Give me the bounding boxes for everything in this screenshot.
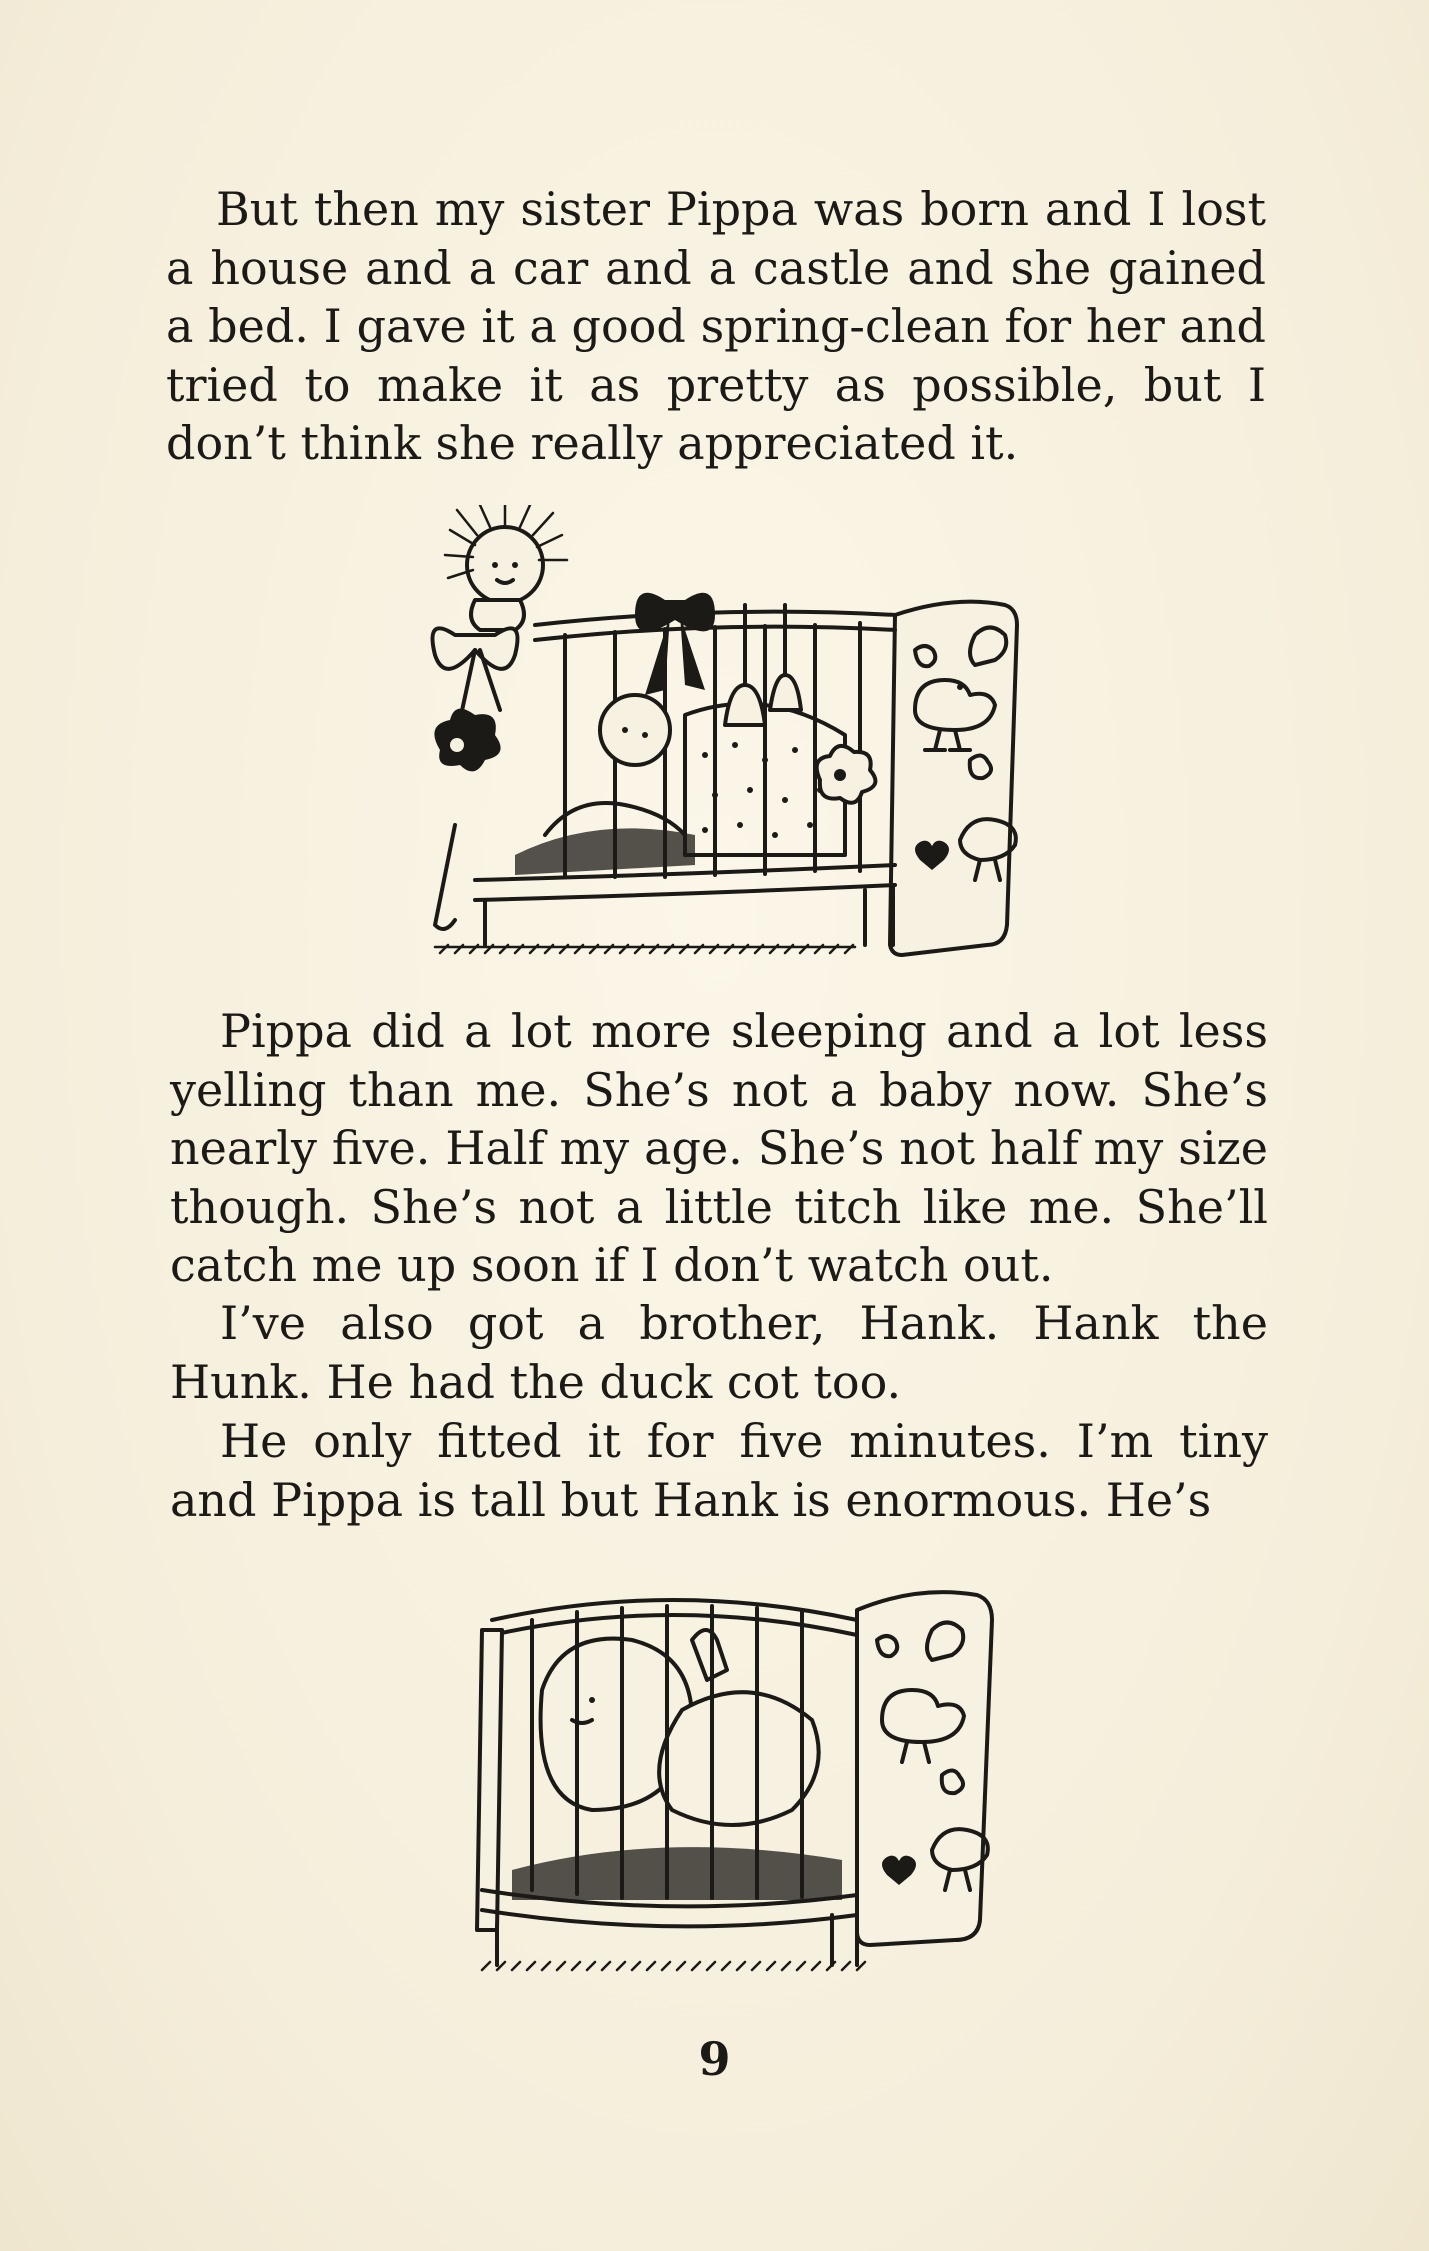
paragraph-2: Pippa did a lot more sleeping and a lot less yelling than me. She’s not a baby now. She’s nearly five. Half my age. She’s not half my size though. She’s not a little titch like me. She’ll catch me up soon if I don’t watch out. <box>170 1004 1268 1292</box>
spiky-haired-toddler <box>445 505 567 630</box>
page-number: 9 <box>698 2032 731 2086</box>
cot-end-panel <box>890 602 1017 955</box>
floor-hatching <box>482 1962 865 1970</box>
large-baby <box>512 1630 842 1900</box>
decorated-cot-illustration <box>415 505 1035 965</box>
floor-hatching <box>435 945 855 953</box>
paragraph-4: He only fitted it for five minutes. I’m tiny and Pippa is tall but Hank is enormous. He’s <box>170 1414 1268 1527</box>
paragraph-3: I’ve also got a brother, Hank. Hank the Hunk. He had the duck cot too. <box>170 1296 1268 1409</box>
crowded-cot-illustration <box>462 1570 1040 1980</box>
flower-decoration <box>434 709 500 772</box>
paragraph-1: But then my sister Pippa was born and I lost a house and a car and a castle and she gained a bed. I gave it a good spring-clean for her and tried to make it as pretty as possible, but I don’t think she really appreciated it. <box>166 182 1266 470</box>
top-rail <box>535 612 895 625</box>
